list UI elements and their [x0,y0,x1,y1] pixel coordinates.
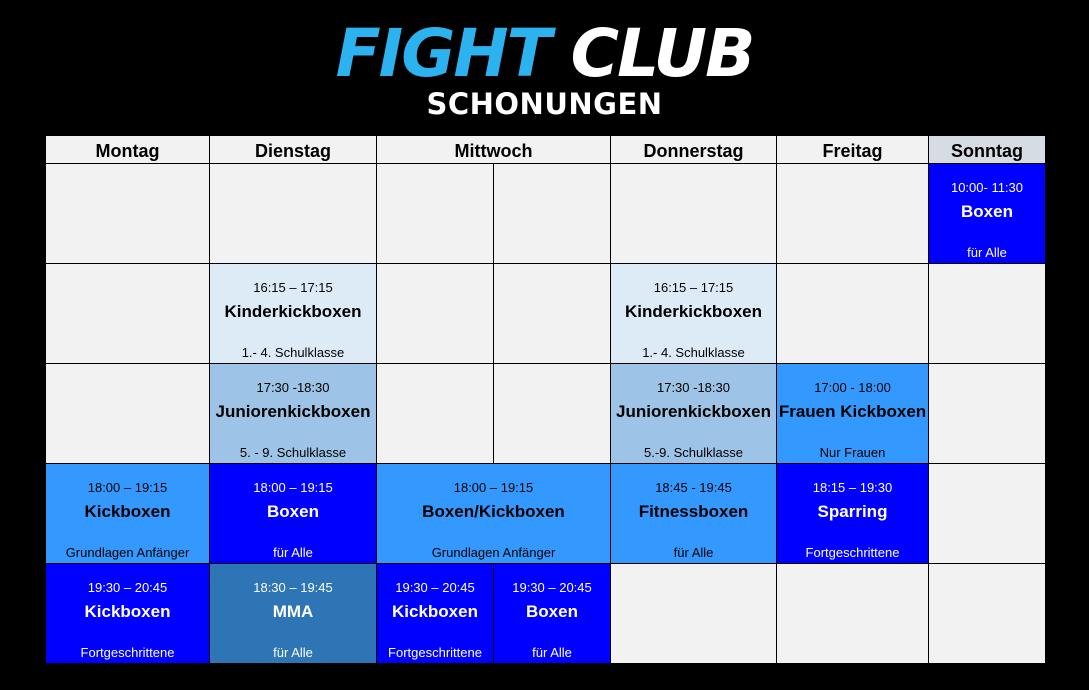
class-name: Sparring [817,502,888,521]
class-cell-montag-kickboxen-fortgeschrittene [45,563,210,664]
class-cell-donnerstag-juniorenkickboxen [610,363,777,464]
class-note: für Alle [273,545,313,560]
empty-cell [493,163,611,264]
fight-club-logo [0,0,1089,130]
class-note: Fortgeschrittene [80,645,175,660]
class-time: 17:30 -18:30 [256,380,330,395]
empty-cell [209,163,377,264]
empty-cell [928,463,1046,564]
class-cell-sonntag-boxen [928,163,1046,264]
header-donnerstag: Donnerstag [610,135,777,164]
header-sonntag: Sonntag [928,135,1046,164]
class-name: Boxen [267,502,319,521]
class-time: 19:30 – 20:45 [87,580,168,595]
empty-cell [928,263,1046,364]
class-name: Juniorenkickboxen [616,402,771,421]
class-note: für Alle [673,545,714,560]
class-time: 18:00 – 19:15 [453,480,534,495]
class-name: Boxen [961,202,1013,221]
class-name: Kinderkickboxen [625,302,762,321]
empty-cell [376,363,494,464]
class-cell-freitag-frauen-kickboxen [776,363,929,464]
class-cell-montag-kickboxen [45,463,210,564]
class-time: 17:30 -18:30 [656,380,730,395]
schedule-table [45,135,1046,664]
class-note: 5.-9. Schulklasse [644,445,743,460]
empty-cell [376,263,494,364]
class-time: 18:45 - 19:45 [655,480,732,495]
class-cell-donnerstag-kinderkickboxen [610,263,777,364]
class-time: 18:30 – 19:45 [253,580,333,595]
class-note: Grundlagen Anfänger [65,545,190,560]
class-name: Frauen Kickboxen [778,402,927,421]
empty-cell [610,563,777,664]
header-freitag: Freitag [776,135,929,164]
header-dienstag: Dienstag [209,135,377,164]
logo-club-text: CLUB [570,15,754,92]
header-montag: Montag [45,135,210,164]
class-note: 1.- 4. Schulklasse [642,345,745,360]
class-note: Fortgeschrittene [388,645,482,660]
class-time: 16:15 – 17:15 [653,280,734,295]
class-time: 17:00 - 18:00 [814,380,891,395]
class-note: 5. - 9. Schulklasse [239,445,347,460]
class-time: 18:15 – 19:30 [812,480,893,495]
class-name: Boxen/Kickboxen [422,502,565,521]
class-cell-dienstag-boxen [209,463,377,564]
class-name: Boxen [526,602,578,621]
empty-cell [493,363,611,464]
empty-cell [776,163,929,264]
logo-fight-text: FIGHT [335,15,550,92]
class-name: Juniorenkickboxen [215,402,371,421]
class-time: 18:00 – 19:15 [253,480,333,495]
class-name: Kickboxen [84,502,171,521]
empty-cell [928,363,1046,464]
class-time: 10:00- 11:30 [950,180,1024,195]
empty-cell [610,163,777,264]
class-note: für Alle [532,645,572,660]
class-note: 1.- 4. Schulklasse [241,345,345,360]
class-note: für Alle [967,245,1007,260]
class-note: Nur Frauen [819,445,886,460]
empty-cell [45,263,210,364]
class-cell-dienstag-juniorenkickboxen [209,363,377,464]
class-cell-dienstag-kinderkickboxen [209,263,377,364]
class-time: 16:15 – 17:15 [253,280,333,295]
empty-cell [776,263,929,364]
empty-cell [45,363,210,464]
class-cell-donnerstag-fitnessboxen [610,463,777,564]
logo-location-text: SCHONUNGEN [426,87,663,121]
empty-cell [376,163,494,264]
class-cell-mittwoch-kickboxen [376,563,494,664]
empty-cell [45,163,210,264]
class-name: MMA [272,602,314,621]
class-name: Fitnessboxen [638,502,749,521]
class-note: für Alle [273,645,313,660]
empty-cell [928,563,1046,664]
class-name: Kickboxen [392,602,478,621]
class-time: 19:30 – 20:45 [395,580,475,595]
class-name: Kickboxen [84,602,171,621]
class-cell-mittwoch-boxen-kickboxen [376,463,611,564]
class-note: Grundlagen Anfänger [431,545,556,560]
class-cell-mittwoch-boxen [493,563,611,664]
class-cell-dienstag-mma [209,563,377,664]
header-mittwoch: Mittwoch [376,135,611,164]
empty-cell [776,563,929,664]
logo-wordmark [0,14,1089,94]
class-time: 18:00 – 19:15 [87,480,168,495]
class-cell-freitag-sparring [776,463,929,564]
class-note: Fortgeschrittene [805,545,900,560]
class-name: Kinderkickboxen [224,302,362,321]
empty-cell [493,263,611,364]
class-time: 19:30 – 20:45 [512,580,592,595]
